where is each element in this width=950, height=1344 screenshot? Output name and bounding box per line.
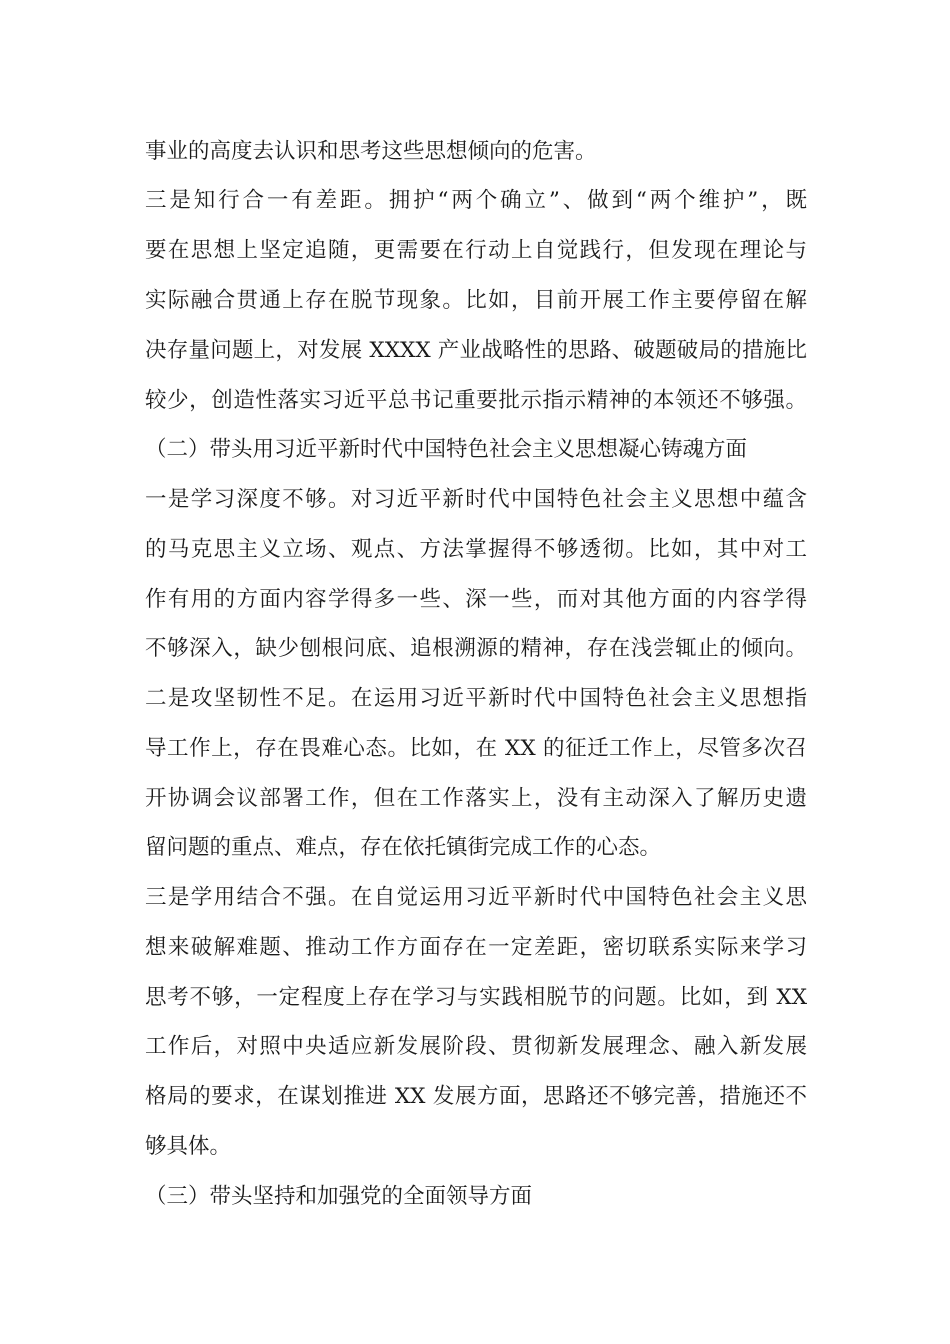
text-line: 要在思想上坚定追随，更需要在行动上自觉践行，但发现在理论与 [145, 238, 807, 263]
text-line: 不够深入，缺少刨根问底、追根溯源的精神，存在浅尝辄止的倾向。 [145, 636, 807, 661]
text-line: 开协调会议部署工作，但在工作落实上，没有主动深入了解历史遗 [145, 786, 807, 811]
text-line: 想来破解难题、推动工作方面存在一定差距，密切联系实际来学习 [145, 935, 807, 960]
text-line: 的马克思主义立场、观点、方法掌握得不够透彻。比如，其中对工 [145, 537, 807, 562]
text-line: 作有用的方面内容学得多一些、深一些，而对其他方面的内容学得 [145, 587, 807, 612]
text-line: 较少，创造性落实习近平总书记重要批示指示精神的本领还不够强。 [145, 388, 807, 413]
text-line: 二是攻坚韧性不足。在运用习近平新时代中国特色社会主义思想指 [145, 686, 807, 711]
text-line: 三是学用结合不强。在自觉运用习近平新时代中国特色社会主义思 [145, 885, 807, 910]
text-line: 思考不够，一定程度上存在学习与实践相脱节的问题。比如，到 XX [145, 985, 807, 1010]
text-line: 格局的要求，在谋划推进 XX 发展方面，思路还不够完善，措施还不 [145, 1084, 807, 1109]
text-line: 一是学习深度不够。对习近平新时代中国特色社会主义思想中蕴含 [145, 487, 807, 512]
text-line: 决存量问题上，对发展 XXXX 产业战略性的思路、破题破局的措施比 [145, 338, 807, 363]
text-line: 三是知行合一有差距。拥护“两个确立”、做到“两个维护”，既 [145, 188, 807, 213]
text-line: 实际融合贯通上存在脱节现象。比如，目前开展工作主要停留在解 [145, 288, 807, 313]
section-heading: （二）带头用习近平新时代中国特色社会主义思想凝心铸魂方面 [145, 437, 748, 462]
text-line: 工作后，对照中央适应新发展阶段、贯彻新发展理念、融入新发展 [145, 1034, 807, 1059]
text-line: 事业的高度去认识和思考这些思想倾向的危害。 [145, 139, 597, 164]
text-line: 留问题的重点、难点，存在依托镇街完成工作的心态。 [145, 835, 662, 860]
text-line: 导工作上，存在畏难心态。比如，在 XX 的征迁工作上，尽管多次召 [145, 736, 807, 761]
text-line: 够具体。 [145, 1134, 232, 1159]
section-heading: （三）带头坚持和加强党的全面领导方面 [145, 1184, 533, 1209]
